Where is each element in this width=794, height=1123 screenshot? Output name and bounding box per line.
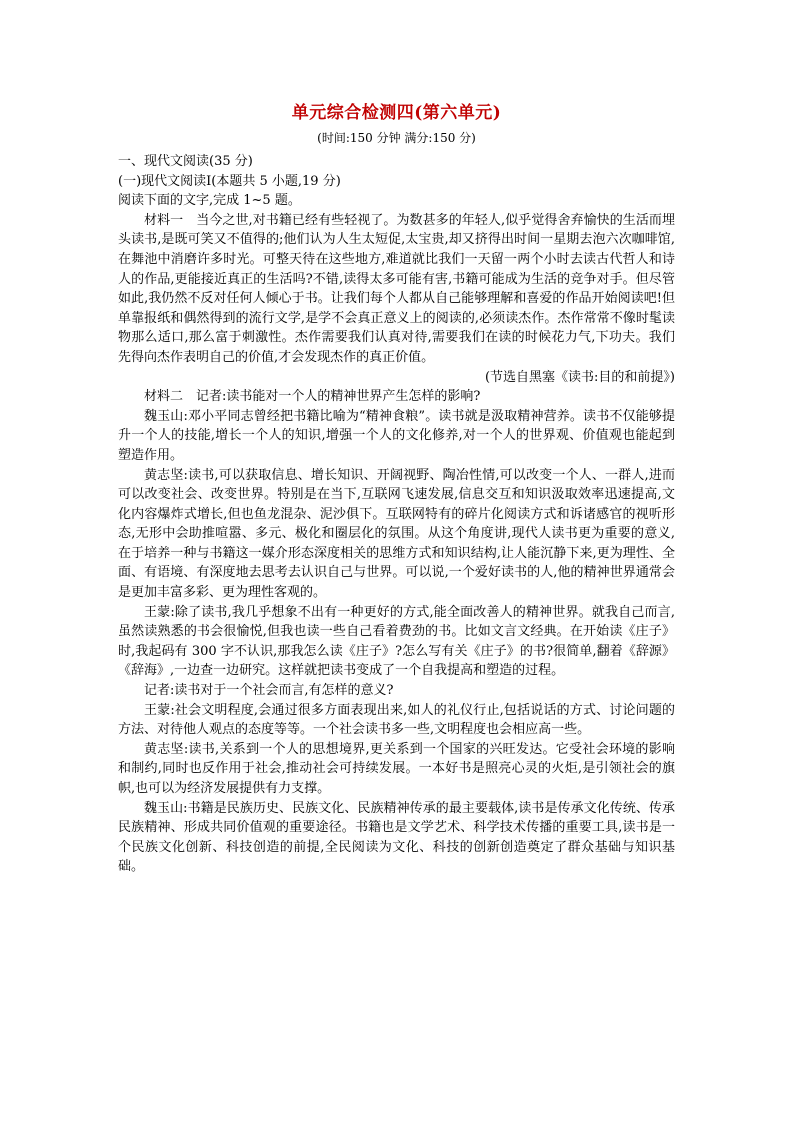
material-one-source: (节选自黑塞《读书:目的和前提》) (484, 369, 675, 385)
material-two-paragraph: 王蒙:社会文明程度,会通过很多方面表现出来,如人的礼仪行止,包括说话的方式、讨论问题的方法、对待他人观点的态度等等。一个社会读书多一些,文明程度也会相应高一些。 (118, 702, 675, 738)
subsection-heading: (一)现代文阅读Ⅰ(本题共 5 小题,19 分) (118, 173, 341, 189)
section-heading: 一、现代文阅读(35 分) (118, 154, 253, 169)
material-two-paragraph: 魏玉山:邓小平同志曾经把书籍比喻为“精神食粮”。读书就是汲取精神营养。读书不仅能够提升一个人的技能,增长一个人的知识,增强一个人的文化修养,对一个人的世界观、价值观也能起到塑造作用。 (118, 408, 675, 463)
document-title: 单元综合检测四(第六单元) (291, 103, 502, 123)
material-two-paragraph: 魏玉山:书籍是民族历史、民族文化、民族精神传承的最主要载体,读书是传承文化传统、传承民族精神、形成共同价值观的重要途径。书籍也是文学艺术、科学技术传播的重要工具,读书是一个民族文化创新、科技创造的前提,全民阅读为文化、科技的创新创造奠定了群众基础与知识基础。 (118, 800, 675, 875)
document-page (118, 100, 675, 877)
reading-instruction: 阅读下面的文字,完成 1~5 题。 (118, 193, 301, 209)
material-two-paragraph: 黄志坚:读书,关系到一个人的思想境界,更关系到一个国家的兴旺发达。它受社会环境的影响和制约,同时也反作用于社会,推动社会可持续发展。一本好书是照亮心灵的火炬,是引领社会的旗帜,也可以为经济发展提供有力支撑。 (118, 741, 675, 796)
material-two-paragraph: 王蒙:除了读书,我几乎想象不出有一种更好的方式,能全面改善人的精神世界。就我自己而言,虽然读熟悉的书会很愉悦,但我也读一些自己看着费劲的书。比如文言文经典。在开始读《庄子》时,我起码有 300 字不认识,那我怎么读《庄子》?怎么写有关《庄子》的书?很简单,翻着《辞源》《辞海》,一边查一边研究。这样就把读书变成了一个自我提高和塑造的过程。 (118, 604, 675, 679)
document-subtitle: (时间:150 分钟 满分:150 分) (317, 131, 476, 145)
material-one-paragraph: 材料一 当今之世,对书籍已经有些轻视了。为数甚多的年轻人,似乎觉得舍弃愉快的生活而埋头读书,是既可笑又不值得的;他们认为人生太短促,太宝贵,却又挤得出时间一星期去泡六次咖啡馆,在舞池中消磨许多时光。可整天待在这些地方,难道就比我们一天留一两个小时去读古代哲人和诗人的作品,更能接近真正的生活吗?不错,读得太多可能有害,书籍可能成为生活的竞争对手。但尽管如此,我仍然不反对任何人倾心于书。让我们每个人都从自己能够理解和喜爱的作品开始阅读吧!但单靠报纸和偶然得到的流行文学,是学不会真正意义上的阅读的,必须读杰作。杰作常常不像时髦读物那么适口,那么富于刺激性。杰作需要我们认真对待,需要我们在读的时候花力气,下功夫。我们先得向杰作表明自己的价值,才会发现杰作的真正价值。 (118, 212, 675, 365)
material-two-paragraph: 材料二 记者:读书能对一个人的精神世界产生怎样的影响? (144, 389, 481, 405)
material-two-paragraph: 黄志坚:读书,可以获取信息、增长知识、开阔视野、陶冶性情,可以改变一个人、一群人,进而可以改变社会、改变世界。特别是在当下,互联网飞速发展,信息交互和知识汲取效率迅速提高,文化内容爆炸式增长,但也鱼龙混杂、泥沙俱下。互联网特有的碎片化阅读方式和诉诸感官的视听形态,无形中会助推喧嚣、多元、极化和圈层化的氛围。从这个角度讲,现代人读书更为重要的意义,在于培养一种与书籍这一媒介形态深度相关的思维方式和知识结构,让人能沉静下来,更为理性、全面、有语境、有深度地去思考去认识自己与世界。可以说,一个爱好读书的人,他的精神世界通常会是更加丰富多彩、更为理性客观的。 (118, 467, 675, 601)
material-two-paragraph: 记者:读书对于一个社会而言,有怎样的意义? (144, 683, 394, 699)
